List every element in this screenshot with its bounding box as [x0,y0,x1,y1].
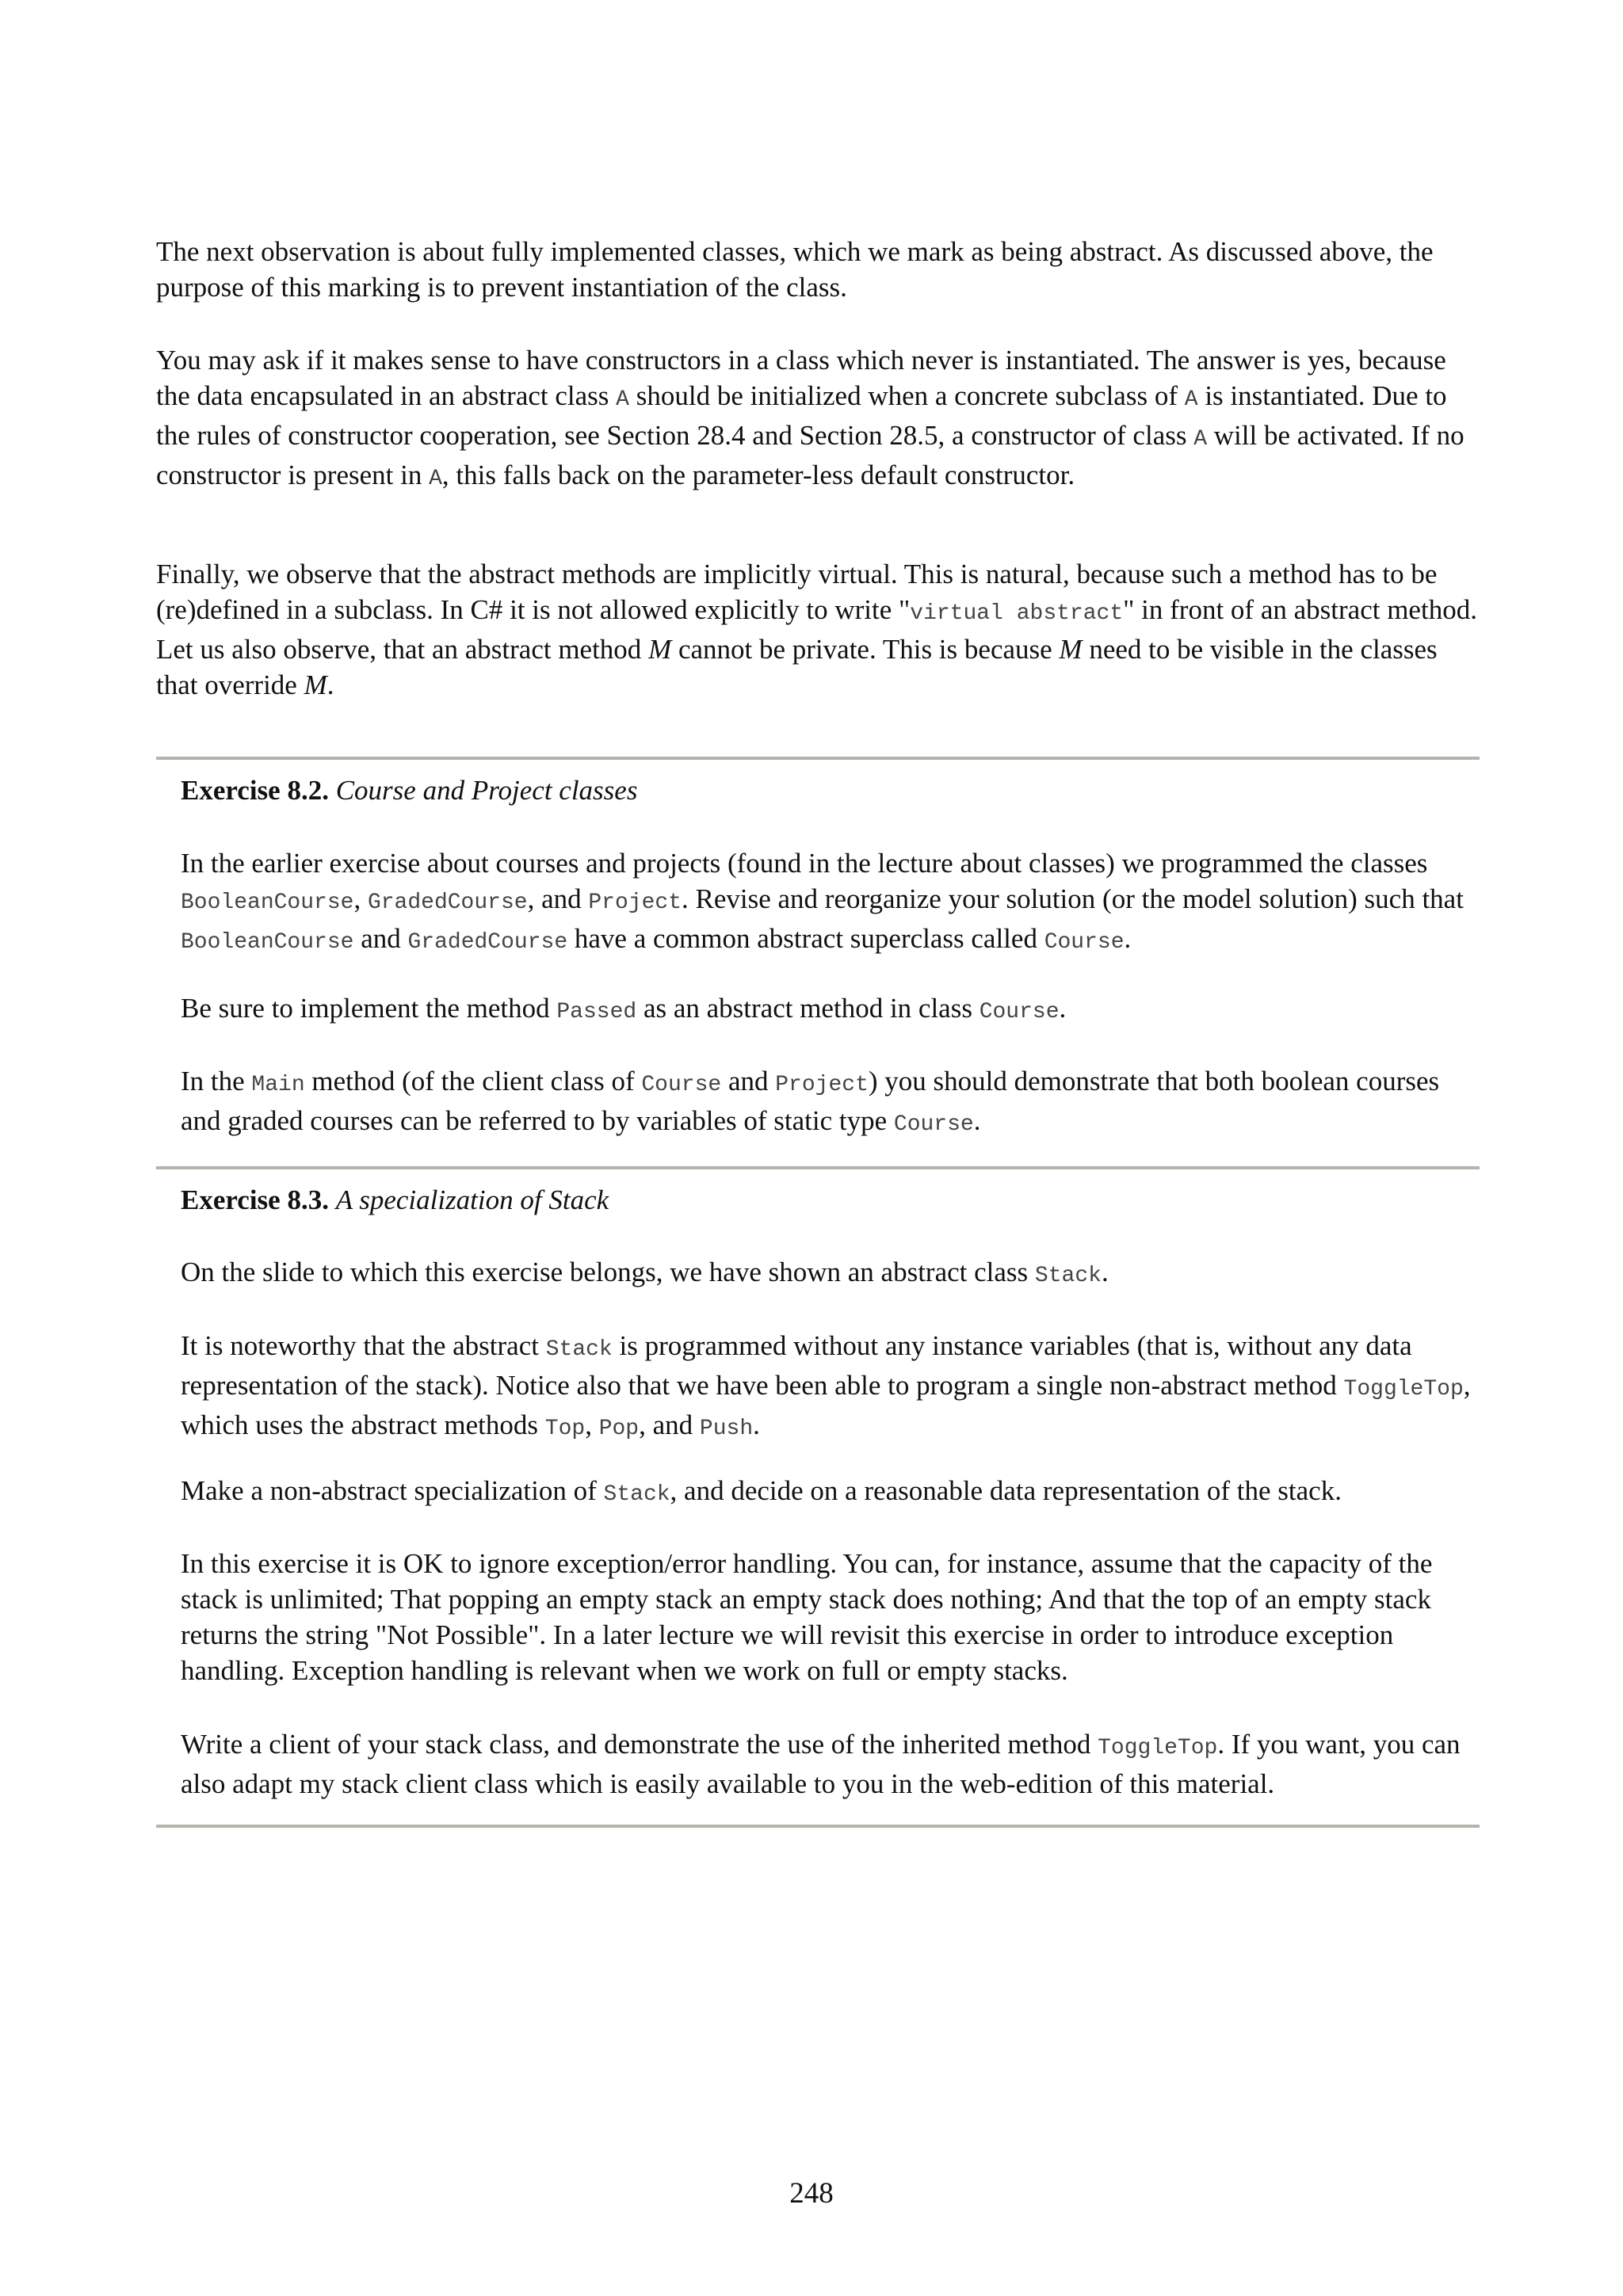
exercise-number: Exercise 8.3. [181,1184,329,1215]
paragraph-text: , and [639,1409,700,1440]
exercise-divider [156,1166,1480,1169]
paragraph-text: Be sure to implement the method [181,993,557,1024]
italic-m: M [648,634,672,665]
exercise-title: Course and Project classes [335,775,638,806]
paragraph-text: " in front of an abstract method. Let us also observe, that an abstract method [156,594,1477,665]
code-pop: Pop [598,1417,640,1441]
code-booleancourse: BooleanCourse [181,891,354,915]
exercise-divider [156,757,1480,760]
paragraph-text: . [753,1409,760,1440]
paragraph-text: . [327,669,334,700]
code-gradedcourse: GradedCourse [407,930,568,955]
paragraph-text: Finally, we observe that the abstract methods are implicitly virtual. This is natural, because such a method has to be (re)defined in a subclass. In C# it is not allowed explicitly to write " [156,559,1438,625]
paragraph-text: It is noteworthy that the abstract [181,1330,546,1361]
paragraph-text: cannot be private. This is because [671,634,1060,665]
paragraph-text: In this exercise it is OK to ignore exception/error handling. You can, for instance, assume that the capacity of the stack is unlimited; That popping an empty stack an empty stack does nothing; And that the top of an empty stack returns the string "Not Possible". In a later lecture we will revisit this exercise in order to introduce exception handling. Exception handling is relevant when we work on full or empty stacks. [181,1548,1433,1686]
paragraph-text: On the slide to which this exercise belongs, we have shown an abstract class [181,1257,1035,1287]
paragraph-text: have a common abstract superclass called [567,923,1044,954]
exercise-divider [156,1825,1480,1828]
paragraph-text: , and decide on a reasonable data representation of the stack. [670,1475,1342,1506]
exercise-8-2-heading [181,772,1480,808]
paragraph-text: , this falls back on the parameter-less default constructor. [441,460,1075,490]
paragraph-text: and [721,1066,776,1097]
code-passed: Passed [556,1000,637,1024]
exercise-8-2-paragraph [181,1063,1480,1142]
paragraph-text: and [353,923,408,954]
code-stack: Stack [603,1482,670,1507]
exercise-title: A specialization of Stack [335,1184,609,1215]
paragraph-text: . [1124,923,1132,954]
code-gradedcourse: GradedCourse [367,891,528,915]
exercise-8-3-paragraph [181,1328,1480,1447]
exercise-8-3-paragraph [181,1254,1480,1294]
code-course: Course [641,1073,722,1097]
paragraph-text: method (of the client class of [304,1066,642,1097]
code-booleancourse: BooleanCourse [181,930,354,955]
paragraph-text: is programmed without any instance variables (that is, without any data representation of the stack). Notice also that we have been able to program a single non-abstract method [181,1330,1412,1401]
paragraph-text: Write a client of your stack class, and demonstrate the use of the inherited method [181,1729,1098,1760]
paragraph-abstract-methods [156,556,1480,703]
page-number: 248 [789,2177,834,2210]
paragraph-text: . [1059,993,1067,1024]
paragraph-text: In the [181,1066,252,1097]
code-project: Project [588,891,682,915]
paragraph-text: . If you want, you can also adapt my stack client class which is easily available to you in the web-edition of this material. [181,1729,1461,1799]
paragraph-constructors [156,342,1480,497]
paragraph-text: , and [527,883,589,914]
code-course: Course [979,1000,1060,1024]
paragraph-text: will be activated. If no constructor is present in [156,420,1465,490]
exercise-8-2-paragraph [181,845,1480,960]
code-project: Project [775,1073,869,1097]
paragraph-text: In the earlier exercise about courses and projects (found in the lecture about classes) we programmed the classes [181,848,1428,879]
code-toggletop: ToggleTop [1343,1377,1464,1402]
paragraph-text: as an abstract method in class [636,993,980,1024]
paragraph-abstract-classes [156,234,1480,305]
code-course: Course [1044,930,1125,955]
paragraph-text: . [973,1105,981,1136]
code-class-a: A [429,467,442,491]
exercise-8-3-paragraph [181,1473,1480,1512]
paragraph-text: Make a non-abstract specialization of [181,1475,604,1506]
code-top: Top [544,1417,586,1441]
paragraph-text: , [585,1409,599,1440]
exercise-8-3-paragraph [181,1546,1480,1688]
italic-m: M [304,669,327,700]
paragraph-text: need to be visible in the classes that override [156,634,1438,700]
paragraph-text: should be initialized when a concrete subclass of [628,380,1185,411]
exercise-8-3-heading [181,1182,1480,1218]
paragraph-text: ) you should demonstrate that both boolean courses and graded courses can be referred to by variables of static type [181,1066,1440,1136]
code-class-a: A [1193,427,1208,452]
code-stack: Stack [1034,1264,1102,1288]
code-course: Course [893,1112,974,1137]
code-virtual-abstract: virtual abstract [910,601,1124,626]
code-stack: Stack [545,1337,613,1362]
exercise-8-2-paragraph [181,990,1480,1030]
paragraph-text: is instantiated. Due to the rules of constructor cooperation, see Section 28.4 and Section 28.5, a constructor of class [156,380,1447,451]
paragraph-text: , which uses the abstract methods [181,1370,1471,1440]
paragraph-text: , [353,883,368,914]
exercise-number: Exercise 8.2. [181,775,329,806]
code-class-a: A [616,387,629,412]
paragraph-text: You may ask if it makes sense to have constructors in a class which never is instantiated. The answer is yes, because the data encapsulated in an abstract class [156,345,1446,411]
code-main: Main [251,1073,305,1097]
italic-m: M [1059,634,1083,665]
exercise-8-3-paragraph [181,1726,1480,1802]
code-class-a: A [1184,387,1198,412]
paragraph-text: . Revise and reorganize your solution (or the model solution) such that [682,883,1464,914]
paragraph-text: The next observation is about fully implemented classes, which we mark as being abstract. As discussed above, the purpose of this marking is to prevent instantiation of the class. [156,236,1434,303]
code-toggletop: ToggleTop [1098,1736,1218,1760]
paragraph-text: . [1101,1257,1109,1287]
code-push: Push [699,1417,754,1441]
